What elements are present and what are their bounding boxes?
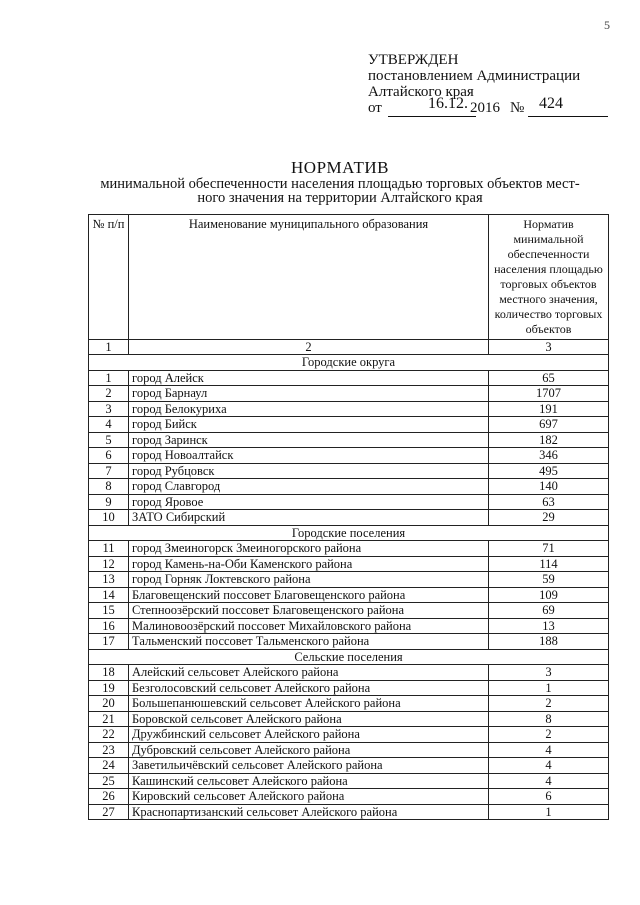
- page-number: 5: [604, 18, 610, 32]
- document-heading: [60, 159, 620, 205]
- table-row: [89, 541, 609, 557]
- norm-value: 188: [489, 634, 609, 650]
- section-row: [89, 525, 609, 541]
- row-number: 18: [89, 665, 129, 681]
- table-row: [89, 463, 609, 479]
- norm-value: 109: [489, 587, 609, 603]
- norm-value: 346: [489, 448, 609, 464]
- norm-value: 114: [489, 556, 609, 572]
- section-row: [89, 355, 609, 371]
- municipality-name: город Белокуриха: [129, 401, 489, 417]
- municipality-name: город Рубцовск: [129, 463, 489, 479]
- index-cell: 3: [489, 340, 609, 355]
- header-name: Наименование муниципального образования: [129, 215, 489, 340]
- approval-number: 424: [539, 95, 563, 112]
- row-number: 11: [89, 541, 129, 557]
- norm-value: 191: [489, 401, 609, 417]
- header-num: № п/п: [89, 215, 129, 340]
- norm-value: 4: [489, 773, 609, 789]
- municipality-name: Заветильичёвский сельсовет Алейского района: [129, 758, 489, 774]
- table-header-row: [89, 215, 609, 340]
- document-subtitle-line-1: минимальной обеспеченности населения площадью торговых объектов мест-: [100, 176, 580, 192]
- table-row: [89, 587, 609, 603]
- table-row: [89, 448, 609, 464]
- row-number: 15: [89, 603, 129, 619]
- table-row: [89, 370, 609, 386]
- municipality-name: Кировский сельсовет Алейского района: [129, 789, 489, 805]
- municipality-name: Благовещенский поссовет Благовещенского района: [129, 587, 489, 603]
- table-row: [89, 603, 609, 619]
- approval-year: 2016: [470, 100, 500, 116]
- row-number: 27: [89, 804, 129, 820]
- from-label: от: [368, 100, 382, 116]
- municipality-name: город Камень-на-Оби Каменского района: [129, 556, 489, 572]
- norm-value: 1: [489, 680, 609, 696]
- norm-value: 13: [489, 618, 609, 634]
- table-row: [89, 386, 609, 402]
- municipality-name: Тальменский поссовет Тальменского района: [129, 634, 489, 650]
- approval-line-1: постановлением Администрации: [368, 68, 581, 84]
- municipality-name: Степноозёрский поссовет Благовещенского района: [129, 603, 489, 619]
- municipality-name: город Заринск: [129, 432, 489, 448]
- municipality-name: Малиновоозёрский поссовет Михайловского района: [129, 618, 489, 634]
- table-row: [89, 572, 609, 588]
- table-row: [89, 432, 609, 448]
- approval-title: УТВЕРЖДЕН: [368, 52, 459, 68]
- table-row: [89, 742, 609, 758]
- section-title: Городские округа: [89, 355, 609, 371]
- municipality-name: Кашинский сельсовет Алейского района: [129, 773, 489, 789]
- approval-line-2: Алтайского края: [368, 84, 474, 100]
- row-number: 12: [89, 556, 129, 572]
- norm-value: 63: [489, 494, 609, 510]
- document-title: НОРМАТИВ: [291, 158, 389, 177]
- municipality-name: Безголосовский сельсовет Алейского района: [129, 680, 489, 696]
- row-number: 7: [89, 463, 129, 479]
- table-row: [89, 789, 609, 805]
- row-number: 1: [89, 370, 129, 386]
- row-number: 14: [89, 587, 129, 603]
- norm-value: 140: [489, 479, 609, 495]
- table-row: [89, 773, 609, 789]
- row-number: 5: [89, 432, 129, 448]
- municipality-name: город Змеиногорск Змеиногорского района: [129, 541, 489, 557]
- table-row: [89, 479, 609, 495]
- norm-value: 1707: [489, 386, 609, 402]
- row-number: 6: [89, 448, 129, 464]
- header-value: Норматив минимальной обеспеченности населения площадью торговых объектов местного значения, количество торговых объектов: [489, 215, 609, 340]
- table-body: [89, 340, 609, 820]
- norm-value: 495: [489, 463, 609, 479]
- norm-value: 2: [489, 727, 609, 743]
- index-cell: 1: [89, 340, 129, 355]
- row-number: 23: [89, 742, 129, 758]
- number-underline: [528, 116, 608, 117]
- norm-value: 59: [489, 572, 609, 588]
- table-row: [89, 634, 609, 650]
- row-number: 22: [89, 727, 129, 743]
- municipality-name: город Славгород: [129, 479, 489, 495]
- table-row: [89, 417, 609, 433]
- municipality-name: Дружбинский сельсовет Алейского района: [129, 727, 489, 743]
- municipality-name: город Новоалтайск: [129, 448, 489, 464]
- row-number: 17: [89, 634, 129, 650]
- table-row: [89, 665, 609, 681]
- table-row: [89, 494, 609, 510]
- table-row: [89, 758, 609, 774]
- municipality-name: город Барнаул: [129, 386, 489, 402]
- row-number: 26: [89, 789, 129, 805]
- row-number: 19: [89, 680, 129, 696]
- norm-value: 69: [489, 603, 609, 619]
- row-number: 21: [89, 711, 129, 727]
- municipality-name: город Алейск: [129, 370, 489, 386]
- approval-block: [368, 52, 613, 118]
- norm-value: 2: [489, 696, 609, 712]
- municipality-name: Боровской сельсовет Алейского района: [129, 711, 489, 727]
- municipality-name: Большепанюшевский сельсовет Алейского района: [129, 696, 489, 712]
- municipality-name: Краснопартизанский сельсовет Алейского района: [129, 804, 489, 820]
- table-row: [89, 618, 609, 634]
- norm-value: 4: [489, 742, 609, 758]
- norm-value: 6: [489, 789, 609, 805]
- norm-value: 8: [489, 711, 609, 727]
- norm-value: 29: [489, 510, 609, 526]
- norm-value: 3: [489, 665, 609, 681]
- table-row: [89, 711, 609, 727]
- approval-date: 16.12.: [428, 95, 468, 112]
- municipality-name: город Яровое: [129, 494, 489, 510]
- index-cell: 2: [129, 340, 489, 355]
- row-number: 16: [89, 618, 129, 634]
- norm-value: 182: [489, 432, 609, 448]
- norm-value: 697: [489, 417, 609, 433]
- norm-value: 65: [489, 370, 609, 386]
- row-number: 3: [89, 401, 129, 417]
- index-row: [89, 340, 609, 355]
- row-number: 2: [89, 386, 129, 402]
- table-row: [89, 727, 609, 743]
- row-number: 24: [89, 758, 129, 774]
- section-row: [89, 649, 609, 665]
- table-row: [89, 696, 609, 712]
- municipality-name: Дубровский сельсовет Алейского района: [129, 742, 489, 758]
- row-number: 9: [89, 494, 129, 510]
- row-number: 13: [89, 572, 129, 588]
- row-number: 4: [89, 417, 129, 433]
- municipality-name: Алейский сельсовет Алейского района: [129, 665, 489, 681]
- document-subtitle-line-2: ного значения на территории Алтайского края: [197, 190, 483, 206]
- section-title: Городские поселения: [89, 525, 609, 541]
- municipality-name: город Бийск: [129, 417, 489, 433]
- row-number: 8: [89, 479, 129, 495]
- table-row: [89, 680, 609, 696]
- number-label: №: [510, 100, 525, 116]
- table-row: [89, 510, 609, 526]
- table-row: [89, 401, 609, 417]
- norm-value: 1: [489, 804, 609, 820]
- date-underline: [388, 116, 476, 117]
- norm-value: 4: [489, 758, 609, 774]
- municipality-name: город Горняк Локтевского района: [129, 572, 489, 588]
- row-number: 25: [89, 773, 129, 789]
- approval-date-row: [368, 95, 613, 118]
- norm-table: [88, 214, 609, 820]
- table-row: [89, 556, 609, 572]
- table-row: [89, 804, 609, 820]
- section-title: Сельские поселения: [89, 649, 609, 665]
- norm-value: 71: [489, 541, 609, 557]
- municipality-name: ЗАТО Сибирский: [129, 510, 489, 526]
- row-number: 10: [89, 510, 129, 526]
- row-number: 20: [89, 696, 129, 712]
